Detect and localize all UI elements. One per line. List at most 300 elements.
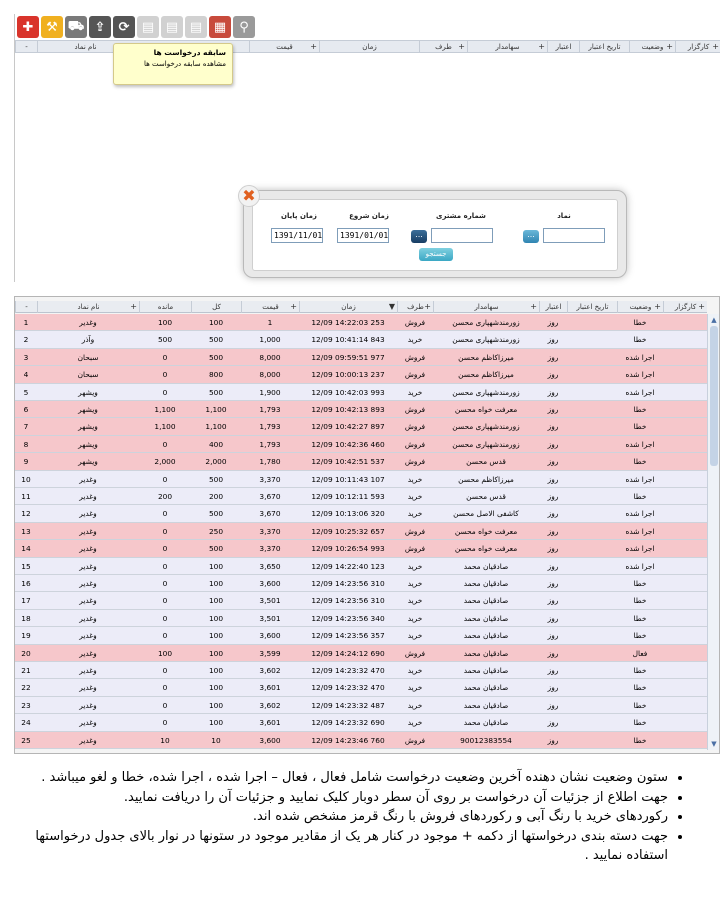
row-total: 500 [208, 352, 224, 362]
grid-icon[interactable]: ▦ [209, 16, 231, 38]
row-credit-date [567, 523, 617, 540]
row-credit-date [567, 558, 617, 575]
row-price: 8,000 [259, 370, 281, 380]
row-shareholder: صادقیان محمد [463, 683, 509, 693]
header-time-label: زمان [341, 303, 356, 311]
row-remaining: 100 [157, 318, 173, 327]
header-time[interactable] [319, 41, 419, 53]
toolbar [15, 14, 720, 40]
row-credit: روز [547, 718, 559, 728]
grid-header [15, 301, 707, 313]
row-remaining: 0 [162, 474, 168, 484]
row-remaining: 0 [162, 683, 168, 693]
notes-list [12, 768, 698, 866]
header-credit-date[interactable] [579, 41, 629, 53]
search-dialog-body [252, 199, 618, 271]
row-status: اجرا شده [625, 439, 655, 449]
row-credit-date [567, 314, 617, 331]
row-status: اجرا شده [625, 509, 655, 519]
row-price: 1,900 [259, 387, 281, 397]
row-credit: روز [547, 683, 559, 693]
row-shareholder: صادقیان محمد [463, 596, 509, 606]
table-row[interactable] [15, 401, 707, 418]
header-time-label: زمان [362, 43, 377, 51]
row-number: 15 [21, 561, 31, 571]
request-grid-body [15, 314, 707, 750]
row-stock-name: ویشهر [78, 439, 98, 449]
row-number: 2 [23, 335, 29, 345]
row-remaining: 0 [162, 631, 168, 641]
table-row[interactable] [15, 331, 707, 348]
request-grid-screen [14, 296, 720, 754]
row-credit: روز [547, 631, 559, 641]
plus-icon[interactable]: + [310, 42, 317, 51]
row-credit: روز [547, 352, 559, 362]
table-row[interactable] [15, 732, 707, 749]
row-number: 22 [21, 683, 31, 693]
row-price: 3,602 [259, 666, 281, 675]
row-remaining: 1,100 [154, 405, 176, 414]
header-credit-date-label: تاریخ اعتبار [588, 43, 621, 51]
row-credit-date [567, 627, 617, 644]
row-credit: روز [547, 370, 559, 380]
row-credit: روز [547, 422, 559, 432]
header-shareholder[interactable] [467, 41, 547, 53]
row-stock-name: سبحان [77, 370, 99, 380]
header-remaining[interactable] [139, 301, 191, 313]
row-credit-date [567, 645, 617, 662]
row-stock-name: وغدیر [79, 526, 97, 536]
row-credit: روز [547, 318, 559, 327]
row-stock-name: وغدیر [79, 492, 97, 501]
row-total: 200 [208, 492, 224, 501]
row-stock-name: وغدیر [79, 318, 97, 327]
row-credit: روز [547, 387, 559, 397]
row-stock-name: وغدیر [79, 718, 97, 728]
row-credit: روز [547, 457, 559, 467]
table-row[interactable] [15, 540, 707, 557]
header-broker[interactable] [663, 301, 707, 313]
note-item: • ستون وضعیت نشان دهنده آخرین وضعیت درخواست شامل فعال ، فعال – اجرا شده ، اجرا شده، خطا و لغو میباشد . [12, 768, 668, 788]
row-price: 3,370 [259, 474, 281, 484]
row-side: فروش [404, 352, 426, 362]
row-stock-name: وغدیر [79, 613, 97, 623]
row-credit-date [567, 418, 617, 435]
vertical-scrollbar[interactable] [707, 314, 719, 750]
cart-icon[interactable]: ⛟ [65, 16, 87, 38]
row-credit: روز [547, 544, 559, 554]
row-credit: روز [547, 474, 559, 484]
row-remaining: 0 [162, 509, 168, 519]
row-status: خطا [633, 579, 647, 588]
row-credit: روز [547, 700, 559, 710]
sort-arrow-icon[interactable]: ▼ [388, 302, 395, 311]
row-time: 12/09 14:23:56 310 [311, 579, 385, 588]
header-price-label: قیمت [276, 43, 293, 51]
table-row[interactable] [15, 523, 707, 540]
header-minus[interactable]: - [15, 41, 37, 53]
header-broker-label: کارگزار [674, 303, 697, 311]
row-credit-date [567, 488, 617, 505]
row-credit: روز [547, 735, 559, 745]
row-shareholder: میرزاکاظم محسن [458, 352, 514, 362]
row-price: 3,670 [259, 509, 281, 519]
row-remaining: 1,100 [154, 422, 176, 432]
row-total: 100 [208, 579, 224, 588]
request-icon[interactable]: ⟳ [113, 16, 135, 38]
table-row[interactable] [15, 384, 707, 401]
row-status: خطا [633, 492, 647, 501]
row-price: 3,370 [259, 526, 281, 536]
row-time: 12/09 10:42:27 897 [311, 422, 385, 432]
customer-picker-button[interactable]: ... [411, 230, 427, 243]
row-total: 100 [208, 648, 224, 658]
header-credit[interactable] [539, 301, 567, 313]
row-side: خرید [407, 596, 423, 606]
header-side[interactable] [419, 41, 467, 53]
wrench-icon[interactable]: ⚒ [41, 16, 63, 38]
row-side: فروش [404, 526, 426, 536]
row-credit-date [567, 331, 617, 348]
row-remaining: 0 [162, 387, 168, 397]
plus-icon[interactable]: + [458, 42, 465, 51]
row-status: اجرا شده [625, 387, 655, 397]
row-shareholder: صادقیان محمد [463, 648, 509, 658]
table-row[interactable] [15, 714, 707, 731]
row-remaining: 100 [157, 648, 173, 658]
row-side: خرید [407, 613, 423, 623]
row-time: 12/09 14:24:12 690 [311, 648, 385, 658]
plus-icon[interactable]: + [530, 302, 537, 311]
row-shareholder: صادقیان محمد [463, 700, 509, 710]
row-status: خطا [633, 631, 647, 641]
delete-icon[interactable]: ✚ [17, 16, 39, 38]
row-status: اجرا شده [625, 370, 655, 380]
table-row[interactable] [15, 505, 707, 522]
row-credit: روز [547, 405, 559, 414]
row-number: 7 [23, 422, 29, 432]
row-number: 25 [21, 735, 31, 745]
row-stock-name: ویشهر [78, 405, 98, 414]
row-stock-name: وغدیر [79, 509, 97, 519]
row-credit-date [567, 575, 617, 592]
row-credit: روز [547, 666, 559, 675]
header-time[interactable] [299, 301, 397, 313]
row-status: خطا [633, 735, 647, 745]
row-remaining: 0 [162, 370, 168, 380]
sell-icon[interactable]: ⇪ [89, 16, 111, 38]
row-side: خرید [407, 579, 423, 588]
plus-icon[interactable]: + [424, 302, 431, 311]
header-credit[interactable] [547, 41, 579, 53]
table-row[interactable] [15, 366, 707, 383]
row-side: خرید [407, 509, 423, 519]
plus-icon[interactable]: + [698, 302, 705, 311]
row-remaining: 500 [157, 335, 173, 345]
customer-number-label: شماره مشتری [436, 212, 486, 220]
table-row[interactable] [15, 418, 707, 435]
table-row[interactable] [15, 679, 707, 696]
header-status[interactable] [629, 41, 675, 53]
row-total: 100 [208, 718, 224, 728]
row-remaining: 0 [162, 613, 168, 623]
row-side: خرید [407, 631, 423, 641]
row-side: فروش [404, 405, 426, 414]
row-status: خطا [633, 318, 647, 327]
row-credit: روز [547, 509, 559, 519]
row-shareholder: صادقیان محمد [463, 579, 509, 588]
row-shareholder: زورمندشهپاری محسن [452, 335, 520, 345]
header-total-label: کل [212, 303, 221, 311]
row-number: 19 [21, 631, 31, 641]
row-time: 12/09 10:42:03 993 [311, 387, 385, 397]
row-stock-name: ویشهر [78, 422, 98, 432]
row-status: خطا [633, 700, 647, 710]
row-shareholder: قدس محسن [466, 492, 506, 501]
table-row[interactable] [15, 349, 707, 366]
row-price: 1 [267, 318, 273, 327]
note-item: • جهت اطلاع از جزئیات آن درخواست بر روی آن سطر دوبار کلیک نمایید و جزئیات آن را دریافت نمایید. [12, 788, 668, 808]
row-time: 12/09 14:22:03 253 [311, 318, 385, 327]
row-time: 12/09 10:00:13 237 [311, 370, 385, 380]
search-dialog [242, 186, 627, 278]
row-shareholder: میرزاکاظم محسن [458, 370, 514, 380]
row-total: 400 [208, 439, 224, 449]
row-number: 18 [21, 613, 31, 623]
row-side: فروش [404, 318, 426, 327]
row-credit: روز [547, 492, 559, 501]
header-total[interactable] [191, 301, 241, 313]
row-total: 500 [208, 509, 224, 519]
row-remaining: 0 [162, 526, 168, 536]
row-shareholder: معرفت خواه محسن [454, 405, 518, 414]
start-time-input[interactable]: 1391/01/01 [337, 228, 389, 243]
tooltip-subtitle: مشاهده سابقه درخواست ها [143, 60, 226, 68]
row-shareholder: صادقیان محمد [463, 666, 509, 675]
row-time: 12/09 10:42:36 460 [311, 439, 385, 449]
row-number: 21 [21, 666, 31, 675]
disabled-doc-icon: ▤ [161, 16, 183, 38]
row-remaining: 0 [162, 596, 168, 606]
row-remaining: 10 [160, 735, 170, 745]
header-status[interactable] [617, 301, 663, 313]
row-total: 1,100 [205, 405, 227, 414]
row-total: 800 [208, 370, 224, 380]
row-number: 16 [21, 579, 31, 588]
row-stock-name: وغدیر [79, 631, 97, 641]
row-remaining: 0 [162, 579, 168, 588]
row-time: 12/09 14:23:56 310 [311, 596, 385, 606]
header-minus[interactable]: - [15, 301, 37, 313]
row-total: 250 [208, 526, 224, 536]
row-number: 1 [23, 318, 29, 327]
row-total: 100 [208, 683, 224, 693]
plus-icon[interactable]: + [712, 42, 719, 51]
row-number: 8 [23, 439, 29, 449]
row-credit: روز [547, 335, 559, 345]
row-number: 9 [23, 457, 29, 467]
scroll-thumb[interactable] [710, 326, 718, 466]
row-credit-date [567, 540, 617, 557]
header-shareholder[interactable] [433, 301, 539, 313]
plus-icon[interactable]: + [654, 302, 661, 311]
row-total: 500 [208, 335, 224, 345]
plus-icon[interactable]: + [290, 302, 297, 311]
table-row[interactable] [15, 471, 707, 488]
row-side: خرید [407, 700, 423, 710]
row-stock-name: وغدیر [79, 666, 97, 675]
row-price: 3,650 [259, 561, 281, 571]
row-shareholder: کاشفی الاصل محسن [453, 509, 519, 519]
row-credit-date [567, 453, 617, 470]
header-stock-name[interactable] [37, 301, 139, 313]
row-side: فروش [404, 735, 426, 745]
search-icon[interactable]: ⚲ [233, 16, 255, 38]
plus-icon[interactable]: + [130, 302, 137, 311]
row-status: خطا [633, 683, 647, 693]
row-total: 1,100 [205, 422, 227, 432]
header-status-label: وضعیت [641, 43, 664, 51]
table-row[interactable] [15, 575, 707, 592]
table-row[interactable] [15, 592, 707, 609]
row-side: خرید [407, 718, 423, 728]
row-number: 24 [21, 718, 31, 728]
row-shareholder: صادقیان محمد [463, 613, 509, 623]
row-remaining: 0 [162, 666, 168, 675]
table-row[interactable] [15, 314, 707, 331]
row-price: 3,370 [259, 544, 281, 554]
row-total: 100 [208, 631, 224, 641]
row-side: فروش [404, 370, 426, 380]
row-remaining: 200 [157, 492, 173, 501]
tooltip [113, 43, 233, 85]
table-row[interactable] [15, 436, 707, 453]
header-shareholder-label: سهامدار [474, 303, 499, 311]
row-credit-date [567, 592, 617, 609]
symbol-picker-button[interactable]: ... [523, 230, 539, 243]
scroll-up-icon[interactable]: ▲ [711, 316, 717, 324]
row-credit: روز [547, 561, 559, 571]
header-credit-label: اعتبار [545, 303, 562, 311]
row-remaining: 0 [162, 352, 168, 362]
row-stock-name: وغدیر [79, 544, 97, 554]
header-credit-date[interactable] [567, 301, 617, 313]
row-side: خرید [407, 561, 423, 571]
header-stock-name-label: نام نماد [74, 43, 97, 51]
table-row[interactable] [15, 645, 707, 662]
row-price: 8,000 [259, 352, 281, 362]
scroll-down-icon[interactable]: ▼ [711, 740, 717, 748]
row-credit-date [567, 384, 617, 401]
row-remaining: 0 [162, 700, 168, 710]
row-side: فروش [404, 544, 426, 554]
row-number: 14 [21, 544, 31, 554]
table-row[interactable] [15, 697, 707, 714]
header-broker[interactable] [675, 41, 720, 53]
row-stock-name: وغدیر [79, 735, 97, 745]
row-shareholder: معرفت خواه محسن [454, 526, 518, 536]
note-item: • رکوردهای خرید با رنگ آبی و رکوردهای فروش با رنگ قرمز مشخص شده اند. [12, 807, 668, 827]
row-stock-name: ویشهر [78, 387, 98, 397]
row-side: خرید [407, 492, 423, 501]
row-number: 17 [21, 596, 31, 606]
row-status: فعال [632, 648, 648, 658]
table-row[interactable] [15, 610, 707, 627]
row-credit-date [567, 349, 617, 366]
row-total: 500 [208, 544, 224, 554]
row-remaining: 2,000 [154, 457, 176, 467]
row-price: 1,793 [259, 422, 281, 432]
row-time: 12/09 14:23:56 357 [311, 631, 385, 641]
search-button[interactable]: جستجو [419, 248, 453, 261]
row-stock-name: وغدیر [79, 579, 97, 588]
end-time-input[interactable]: 1391/11/01 [271, 228, 323, 243]
table-row[interactable] [15, 662, 707, 679]
header-price[interactable] [249, 41, 319, 53]
row-side: خرید [407, 666, 423, 675]
row-status: خطا [633, 457, 647, 467]
row-shareholder: زورمندشهپاری محسن [452, 439, 520, 449]
row-price: 3,601 [259, 718, 281, 728]
row-remaining: 0 [162, 718, 168, 728]
plus-icon[interactable]: + [538, 42, 545, 51]
table-row[interactable] [15, 627, 707, 644]
row-total: 500 [208, 387, 224, 397]
plus-icon[interactable]: + [666, 42, 673, 51]
row-side: خرید [407, 683, 423, 693]
header-shareholder-label: سهامدار [495, 43, 520, 51]
row-shareholder: قدس محسن [466, 457, 506, 467]
row-number: 23 [21, 700, 31, 710]
row-number: 10 [21, 474, 31, 484]
row-shareholder: زورمندشهپاری محسن [452, 318, 520, 327]
row-status: خطا [633, 405, 647, 414]
row-time: 12/09 14:23:32 487 [311, 700, 385, 710]
row-credit-date [567, 366, 617, 383]
row-price: 3,501 [259, 613, 281, 623]
header-credit-label: اعتبار [555, 43, 572, 51]
row-credit-date [567, 697, 617, 714]
row-price: 3,670 [259, 492, 281, 501]
table-row[interactable] [15, 488, 707, 505]
row-price: 3,602 [259, 700, 281, 710]
row-stock-name: ویشهر [78, 457, 98, 467]
header-broker-label: کارگزار [687, 43, 710, 51]
row-number: 5 [23, 387, 29, 397]
row-stock-name: وآذر [81, 335, 95, 345]
row-number: 20 [21, 648, 31, 658]
symbol-input[interactable] [543, 228, 605, 243]
row-stock-name: وغدیر [79, 683, 97, 693]
row-credit-date [567, 401, 617, 418]
header-side[interactable] [397, 301, 433, 313]
customer-number-input[interactable] [431, 228, 493, 243]
row-price: 3,501 [259, 596, 281, 606]
row-credit: روز [547, 648, 559, 658]
row-status: خطا [633, 613, 647, 623]
header-price[interactable] [241, 301, 299, 313]
table-row[interactable] [15, 558, 707, 575]
row-credit: روز [547, 613, 559, 623]
table-row[interactable] [15, 453, 707, 470]
row-time: 12/09 10:13:06 320 [311, 509, 385, 519]
row-total: 100 [208, 561, 224, 571]
row-stock-name: وغدیر [79, 596, 97, 606]
close-icon[interactable]: ✖ [238, 185, 260, 207]
header-stock-name-label: نام نماد [77, 303, 100, 311]
row-status: اجرا شده [625, 544, 655, 554]
row-time: 12/09 14:23:56 340 [311, 613, 385, 623]
